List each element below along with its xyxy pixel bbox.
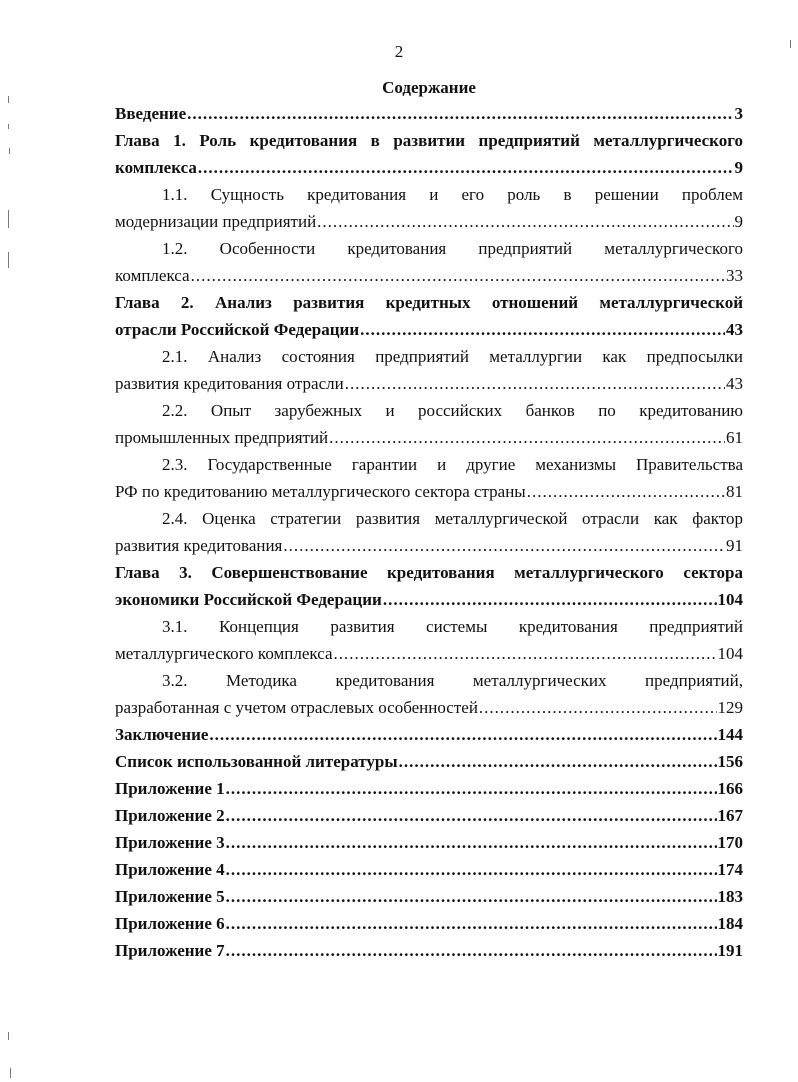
scan-artifact — [8, 252, 9, 268]
page-number: 2 — [394, 42, 404, 61]
scan-artifact — [10, 1068, 11, 1078]
toc-section-1-2-heading: 1.2. Особенности кредитования предприятий металлургического — [162, 239, 743, 258]
toc-section-2-2: промышленных предприятий ..... 61 — [115, 424, 743, 451]
toc-section-3-1-heading: 3.1. Концепция развития системы кредитования предприятий — [162, 617, 743, 636]
toc-section-2-4-heading: 2.4. Оценка стратегии развития металлургической отрасли как фактор — [162, 509, 743, 528]
toc-section-1-1: модернизации предприятий ..... 9 — [115, 208, 743, 235]
toc-section-2-3-heading: 2.3. Государственные гарантии и другие механизмы Правительства — [162, 455, 743, 474]
toc-section-3-1: металлургического комплекса ..... 104 — [115, 640, 743, 667]
toc-entry-appendix-1: Приложение 1 ..... 166 — [115, 775, 743, 802]
toc-section-2-1-heading: 2.1. Анализ состояния предприятий металлургии как предпосылки — [162, 347, 743, 366]
toc-section-2-2-heading: 2.2. Опыт зарубежных и российских банков по кредитованию — [162, 401, 743, 420]
scan-artifact — [8, 124, 9, 129]
scan-artifact — [8, 1032, 9, 1040]
toc-chapter-2: отрасли Российской Федерации ..... 43 — [115, 316, 743, 343]
table-of-contents — [115, 100, 743, 964]
toc-entry-appendix-6: Приложение 6 ..... 184 — [115, 910, 743, 937]
toc-chapter-2-heading: Глава 2. Анализ развития кредитных отношений металлургической — [115, 293, 743, 312]
toc-section-2-1: развития кредитования отрасли ..... 43 — [115, 370, 743, 397]
scan-artifact — [8, 96, 9, 103]
scan-artifact — [8, 210, 9, 228]
scan-artifact — [790, 40, 791, 48]
toc-chapter-1: комплекса ..... 9 — [115, 154, 743, 181]
toc-chapter-3-heading: Глава 3. Совершенствование кредитования металлургического сектора — [115, 563, 743, 582]
toc-entry-appendix-7: Приложение 7 ..... 191 — [115, 937, 743, 964]
toc-entry-introduction: Введение ..... 3 — [115, 100, 743, 127]
scan-artifact — [9, 148, 10, 154]
toc-section-1-2: комплекса ..... 33 — [115, 262, 743, 289]
toc-entry-conclusion: Заключение ..... 144 — [115, 721, 743, 748]
toc-entry-appendix-2: Приложение 2 ..... 167 — [115, 802, 743, 829]
toc-chapter-3: экономики Российской Федерации ..... 104 — [115, 586, 743, 613]
toc-entry-appendix-3: Приложение 3 ..... 170 — [115, 829, 743, 856]
toc-title: Содержание — [382, 78, 476, 97]
toc-entry-appendix-5: Приложение 5 ..... 183 — [115, 883, 743, 910]
toc-section-3-2: разработанная с учетом отраслевых особенностей ..... 129 — [115, 694, 743, 721]
toc-section-2-4: развития кредитования ..... 91 — [115, 532, 743, 559]
toc-entry-appendix-4: Приложение 4 ..... 174 — [115, 856, 743, 883]
toc-chapter-1-heading: Глава 1. Роль кредитования в развитии предприятий металлургического — [115, 131, 743, 150]
toc-section-2-3: РФ по кредитованию металлургического сектора страны ..... 81 — [115, 478, 743, 505]
toc-section-1-1-heading: 1.1. Сущность кредитования и его роль в решении проблем — [162, 185, 743, 204]
toc-entry-references: Список использованной литературы ..... 156 — [115, 748, 743, 775]
toc-section-3-2-heading: 3.2. Методика кредитования металлургических предприятий, — [162, 671, 743, 690]
